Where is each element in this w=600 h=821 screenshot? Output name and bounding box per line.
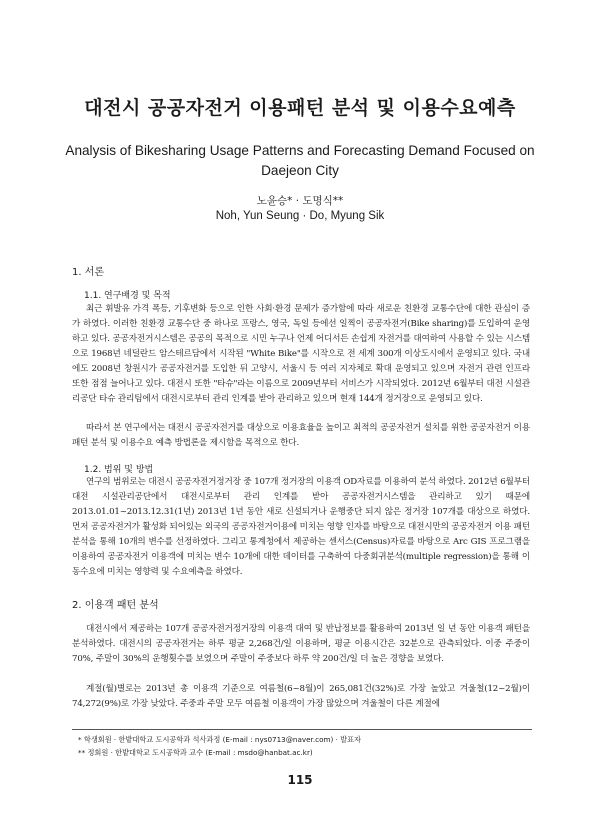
section-2-paragraph-2: 계절(월)별로는 2013년 총 이용객 기준으로 여름철(6~8월)이 265,081건(32%)로 가장 높았고 겨울철(12~2월)이 74,272(9%)로 가장 낮았다. 주중과 주말 모두 여름철 이용객이 가장 많았으며 겨울철이 다른 계절에 xyxy=(72,684,530,709)
section-2-paragraph-1: 대전시에서 제공하는 107개 공공자전거정거장의 이용객 대여 및 반납정보를 활용하여 2013년 일 년 동안 이용객 패턴을 분석하였다. 대전시의 공공자전거는 하루 평균 2,268건/일 이용하며, 평균 이용시간은 32분으로 관측되었다. 이중 주중이 70%, 주말이 30%의 운행횟수를 보였으며 주말이 주중보다 하루 약 200건/일 더 높은 경향을 보였다. xyxy=(72,624,530,664)
page-number: 115 xyxy=(287,773,313,787)
paper-title-kr: 대전시 공공자전거 이용패턴 분석 및 이용수요예측 xyxy=(84,97,516,119)
paper-title-en xyxy=(60,141,540,181)
section-1-1-paragraph-1: 최근 휘발유 가격 폭등, 기후변화 등으로 인한 사회·환경 문제가 증가함에 따라 새로운 친환경 교통수단에 대한 관심이 증가 하였다. 이러한 친환경 교통수단 중 하나로 프랑스, 영국, 독일 등에선 일찍이 공공자전거(Bike sharing)를 도입하여 운영하고 있다. 공공자전거시스템은 공공의 목적으로 시민 누구나 언제 어디서든 손쉽게 자전거를 대여하여 사용할 수 있는 시스템으로 1968년 네덜란드 암스테르담에서 시작된 "White Bike"를 시작으로 전 세계 300개 이상도시에서 운영되고 있다. 국내에도 2008년 창원시가 공공자전거를 도입한 뒤 고양시, 서울시 등 여러 지자체로 확대 운영되고 있으며 자전거 관련 인프라 또한 점점 늘어나고 있다. 대전시 또한 "타슈"라는 이름으로 2009년부터 서비스가 시작되었다. 2012년 6월부터 대전 시설관리공단 타슈 관리팀에서 대전시로부터 관리 인계를 받아 관리하고 있으며 현재 144개 정거장으로 운영되고 있다. xyxy=(72,304,530,404)
paper-title-en-line1: Analysis of Bikesharing Usage Patterns and Forecasting Demand Focused on xyxy=(65,143,535,158)
authors-kr: 노윤승* · 도명식** xyxy=(256,195,344,207)
section-1-1-heading: 1.1. 연구배경 및 목적 xyxy=(84,291,171,301)
footnote-1: * 학생회원 · 한밭대학교 도시공학과 석사과정 (E-mail : nys0713@naver.com) · 발표자 xyxy=(78,735,361,744)
section-1-1-paragraph-2: 따라서 본 연구에서는 대전시 공공자전거를 대상으로 이용효율을 높이고 최적의 공공자전거 설치를 위한 공공자전거 이용 패턴 분석 및 이용수요 예측 방법론을 제시함을 목적으로 한다. xyxy=(72,423,530,448)
section-1-heading: 1. 서론 xyxy=(72,267,105,278)
footnote-2: ** 정회원 · 한밭대학교 도시공학과 교수 (E-mail : msdo@hanbat.ac.kr) xyxy=(78,748,313,757)
section-2-heading: 2. 이용객 패턴 분석 xyxy=(72,600,159,611)
paper-title-en-line2: Daejeon City xyxy=(261,163,339,178)
section-1-2-paragraph-1: 연구의 범위로는 대전시 공공자전거정거장 중 107개 정거장의 이용객 OD자료를 이용하여 분석 하였다. 2012년 6월부터 대전 시설관리공단에서 대전시로부터 관리 인계를 받아 공공자전거시스템을 관리하고 있기 때문에 2013.01.01~2013.12.31(1년) 2013년 1년 동안 새로 신설되거나 운행중단 되지 않은 정거장 107개를 대상으로 하였다. 먼저 공공자전거가 활성화 되어있는 외국의 공공자전거이용에 미치는 영향 인자를 바탕으로 대전시만의 공공자전거 이용 패턴 분석을 통해 10개의 변수를 선정하였다. 그리고 통계청에서 제공하는 센서스(Census)자료를 바탕으로 Arc GIS 프로그램을 이용하여 공공자전거 이용객에 미치는 변수 10개에 대한 데이터를 구축하여 다중회귀분석(multiple regression)을 통해 이동수요에 미치는 영향력 및 수요예측을 하였다. xyxy=(72,477,530,577)
authors-en: Noh, Yun Seung · Do, Myung Sik xyxy=(215,210,385,222)
section-1-2-heading: 1.2. 범위 및 방법 xyxy=(84,465,154,475)
footnote-divider xyxy=(72,729,532,730)
